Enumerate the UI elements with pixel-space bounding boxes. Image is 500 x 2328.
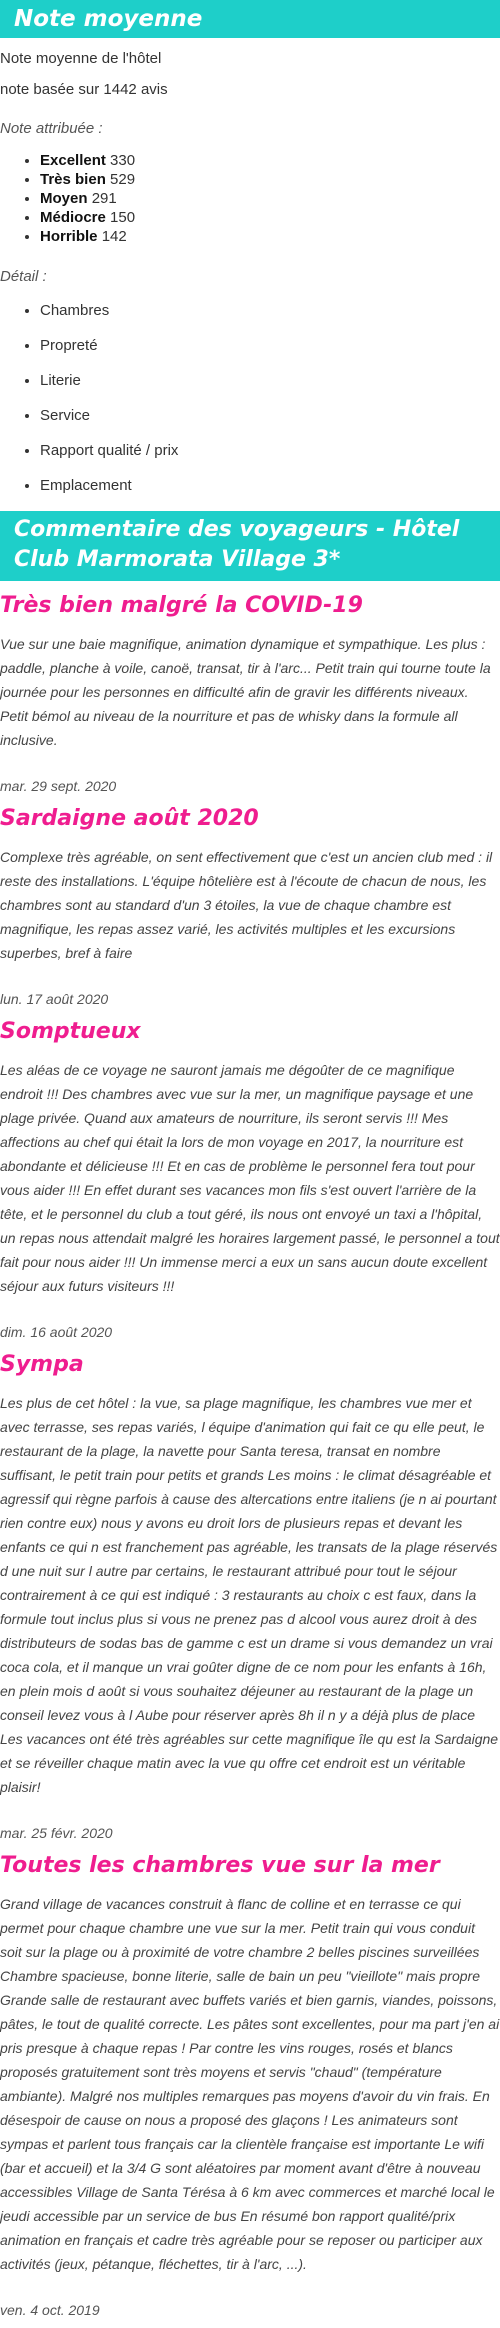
detail-item: • Service xyxy=(40,406,500,426)
rating-count: 330 xyxy=(110,152,136,169)
ratings-list xyxy=(0,151,500,246)
review-title: Toutes les chambres vue sur la mer xyxy=(0,1853,440,1878)
rating-label: Médiocre xyxy=(40,209,106,226)
review-body: Vue sur une baie magnifique, animation dynamique et sympathique. Les plus : paddle, planche à voile, canoë, transat, tir à l'arc... Petit train qui tourne toute la journée pour les personnes en difficulté afin de gravir les différents niveaux. Petit bémol au niveau de la nourriture et pas de whisky dans la formule all inclusive. xyxy=(0,636,491,748)
review-date: mar. 25 févr. 2020 xyxy=(0,1825,113,1841)
review-body: Les plus de cet hôtel : la vue, sa plage magnifique, les chambres vue mer et avec terrasse, ses repas variés, l équipe d'animation qui fait ce qu elle peut, le restaurant de la plage, la navette pour Santa teresa, transat en nombre suffisant, le petit train pour petits et grands Les moins : le climat désagréable et agressif qui règne parfois à cause des altercations entre italiens (je n ai pourtant rien contre eux) nous y avons eu droit lors de plusieurs repas et devant les enfants ce qui n est franchement pas agréable, les transats de la plage réservés d une nuit sur l autre par certains, le restaurant attribué pour tout le séjour contrairement à ce qui est indiqué : 3 restaurants au choix c est faux, dans la formule tout inclus plus si vous ne prenez pas d alcool vous aurez droit à des distributeurs de sodas bas de gamme c est un drame si vous demandez un vrai coca cola, et il manque un vrai goûter digne de ce nom pour les enfants à 16h, en plein mois d août si vous souhaitez déjeuner au restaurant de la plage un conseil levez vous à l Aube pour réserver après 8h il n y a déjà plus de place Les vacances ont été très agréables sur cette magnifique île qu est la Sardaigne et se réveiller chaque matin avec la vue qu offre cet endroit est un véritable plaisir! xyxy=(0,1395,499,1795)
review-title: Sardaigne août 2020 xyxy=(0,806,259,831)
review-body: Complexe très agréable, on sent effectivement que c'est un ancien club med : il reste des installations. L'équipe hôtelière est à l'écoute de chacun de nous, les chambres sont au standard d'un 3 étoiles, la vue de chaque chambre est magnifique, les repas assez varié, les activités multiples et les excursions superbes, bref à faire xyxy=(0,849,493,961)
rating-label: Moyen xyxy=(40,190,88,207)
rating-count: 291 xyxy=(91,190,117,207)
rating-count: 142 xyxy=(101,228,127,245)
detail-item: • Chambres xyxy=(40,301,500,321)
rating-label: Excellent xyxy=(40,152,106,169)
rating-label: Très bien xyxy=(40,171,106,188)
rating-item xyxy=(40,227,500,246)
review-body: Les aléas de ce voyage ne sauront jamais me dégoûter de ce magnifique endroit !!! Des chambres avec vue sur la mer, un magnifique paysage et une plage privée. Quand aux amateurs de nourriture, ils seront servis !!! Mes affections au chef qui était la lors de mon voyage en 2017, la nourriture est abondante et délicieuse !!! Et en cas de problème le personnel fera tout pour vous aider !!! En effet durant ses vacances mon fils s'est ouvert l'arrière de la tête, et le personnel du club a tout géré, ils nous ont envoyé un taxi a l'hôpital, un repas nous attendait malgré les horaires largement passé, le personnel a tout fait pour nous aider !!! Un immense merci a eux un sans aucun doute excellent séjour aux futurs visiteurs !!! xyxy=(0,1062,500,1294)
detail-item: • Literie xyxy=(40,371,500,391)
detail-item: • Propreté xyxy=(40,336,500,356)
rating-section-title: Note moyenne xyxy=(0,0,500,38)
review xyxy=(0,806,500,1007)
review-body: Grand village de vacances construit à flanc de colline et en terrasse ce qui permet pour chaque chambre une vue sur la mer. Petit train qui vous conduit soit sur la plage ou à proximité de votre chambre 2 belles piscines surveillées Chambre spacieuse, bonne literie, salle de bain un peu "vieillote" mais propre Grande salle de restaurant avec buffets variés et bien garnis, viandes, poissons, pâtes, le tout de qualité correcte. Les pâtes sont excellentes, pour ma part j'en ai pris presque à chaque repas ! Par contre les vins rouges, rosés et blancs proposés gratuitement sont très moyens et servis "chaud" (température ambiante). Malgré nos multiples remarques pas moyens d'avoir du vin frais. En désespoir de cause on nous a proposé des glaçons ! Les animateurs sont sympas et parlent tous français car la clientèle française est importante Le wifi (bar et accueil) et la 3/4 G sont aléatoires par moment avant d'être à nouveau accessibles Village de Santa Térésa à 6 km avec commerces et marché local le jeudi accessible par un service de bus En résumé bon rapport qualité/prix animation en français et cadre très agréable pour se reposer ou participer aux activités (jeux, pétanque, fléchettes, tir à l'arc, ...). xyxy=(0,1896,500,2272)
review-date: dim. 16 août 2020 xyxy=(0,1324,113,1340)
detail-label: Détail : xyxy=(0,268,47,285)
detail-item: • Rapport qualité / prix xyxy=(40,441,500,461)
rating-based-on: note basée sur 1442 avis xyxy=(0,81,168,98)
rating-count: 529 xyxy=(110,171,136,188)
rating-item xyxy=(40,208,500,227)
review xyxy=(0,1352,500,1841)
rating-label: Horrible xyxy=(40,228,98,245)
review-date: mar. 29 sept. 2020 xyxy=(0,778,117,794)
review-title: Sympa xyxy=(0,1352,84,1377)
review-date: lun. 17 août 2020 xyxy=(0,991,109,1007)
review xyxy=(0,1853,500,2318)
rating-item xyxy=(40,189,500,208)
detail-item: • Emplacement xyxy=(40,476,500,496)
rating-item xyxy=(40,151,500,170)
rating-count: 150 xyxy=(110,209,136,226)
rating-attributed-label: Note attribuée : xyxy=(0,120,103,137)
review-title: Somptueux xyxy=(0,1019,141,1044)
review xyxy=(0,593,500,794)
comments-section-title: Commentaire des voyageurs - Hôtel Club Marmorata Village 3* xyxy=(0,511,500,581)
review-date: ven. 4 oct. 2019 xyxy=(0,2302,100,2318)
review xyxy=(0,1019,500,1340)
review-title: Très bien malgré la COVID-19 xyxy=(0,593,363,618)
rating-item xyxy=(40,170,500,189)
rating-subtitle: Note moyenne de l'hôtel xyxy=(0,50,162,67)
details-list xyxy=(0,301,500,496)
